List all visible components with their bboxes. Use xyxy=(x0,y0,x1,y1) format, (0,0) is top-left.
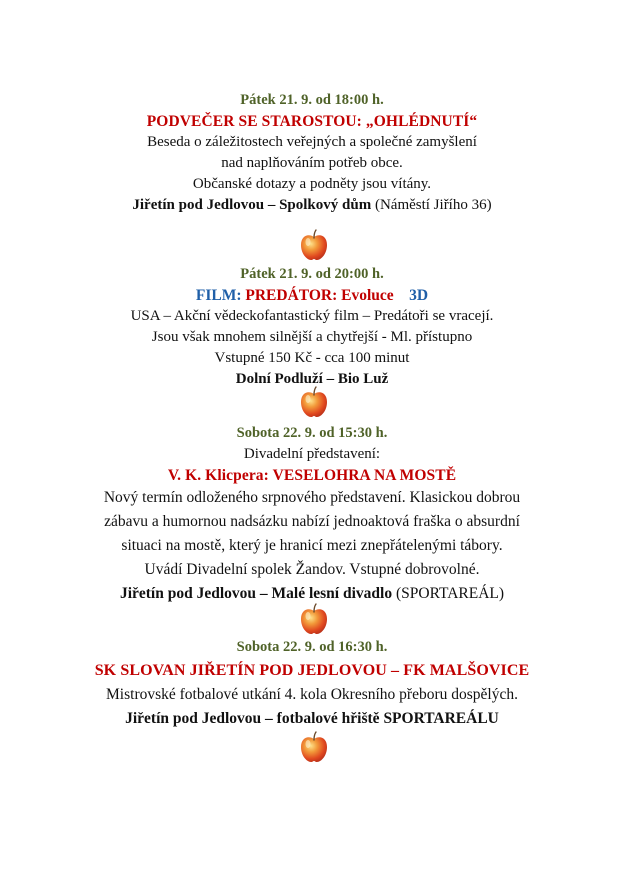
event-description-line: Beseda o záležitostech veřejných a společné zamyšlení xyxy=(147,134,477,150)
event-divadlo xyxy=(0,423,624,606)
event-description-line: Jsou však mnohem silnější a chytřejší - Ml. přístupno xyxy=(151,329,473,345)
apple-icon xyxy=(299,386,329,418)
event-description-line: Uvádí Divadelní spolek Žandov. Vstupné dobrovolné. xyxy=(144,561,480,578)
event-title: PODVEČER SE STAROSTOU: „OHLÉDNUTÍ“ xyxy=(146,113,478,130)
event-place-address: (Náměstí Jiřího 36) xyxy=(371,197,492,213)
event-title xyxy=(0,285,624,306)
event-place-name: Dolní Podluží – Bio Luž xyxy=(235,371,389,387)
event-place xyxy=(0,195,624,216)
film-3d-badge: 3D xyxy=(409,287,429,304)
event-place-name: Jiřetín pod Jedlovou – Malé lesní divadlo xyxy=(119,585,393,602)
event-date: Sobota 22. 9. od 15:30 h. xyxy=(236,425,388,441)
event-date: Pátek 21. 9. od 18:00 h. xyxy=(240,92,384,108)
event-starosta xyxy=(0,90,624,216)
event-description-line: Občanské dotazy a podněty jsou vítány. xyxy=(192,176,432,192)
event-place-address: (SPORTAREÁL) xyxy=(392,585,505,602)
apple-icon xyxy=(299,731,329,763)
event-subtitle: Divadelní představení: xyxy=(243,446,381,462)
event-film xyxy=(0,264,624,390)
event-place-name: Jiřetín pod Jedlovou – Spolkový dům xyxy=(132,197,372,213)
event-description-line: nad naplňováním potřeb obce. xyxy=(221,155,403,171)
event-date: Sobota 22. 9. od 16:30 h. xyxy=(236,639,388,655)
apple-icon xyxy=(299,603,329,635)
event-description-line: Nový termín odloženého srpnového představení. Klasickou dobrou xyxy=(103,489,521,506)
event-date: Pátek 21. 9. od 20:00 h. xyxy=(240,266,384,282)
event-description-line: Vstupné 150 Kč - cca 100 minut xyxy=(214,350,410,366)
event-place-name: Jiřetín pod Jedlovou – fotbalové hřiště SPORTAREÁLU xyxy=(125,710,499,727)
event-place xyxy=(0,707,624,731)
event-title: V. K. Klicpera: VESELOHRA NA MOSTĚ xyxy=(167,467,457,484)
apple-icon xyxy=(299,229,329,261)
event-fotbal xyxy=(0,635,624,731)
event-description-line: zábavu a humornou nadsázku nabízí jednoaktová fraška o absurdní xyxy=(104,513,520,530)
film-title: PREDÁTOR: Evoluce xyxy=(245,287,394,304)
film-label: FILM: xyxy=(195,287,246,304)
event-description-line: USA – Akční vědeckofantastický film – Predátoři se vracejí. xyxy=(130,308,494,324)
event-description-line: Mistrovské fotbalové utkání 4. kola Okresního přeboru dospělých. xyxy=(106,686,518,703)
event-description-line: situaci na mostě, který je hranicí mezi znepřátelenými tábory. xyxy=(121,537,503,554)
event-title: SK SLOVAN JIŘETÍN POD JEDLOVOU – FK MALŠOVICE xyxy=(94,662,530,679)
